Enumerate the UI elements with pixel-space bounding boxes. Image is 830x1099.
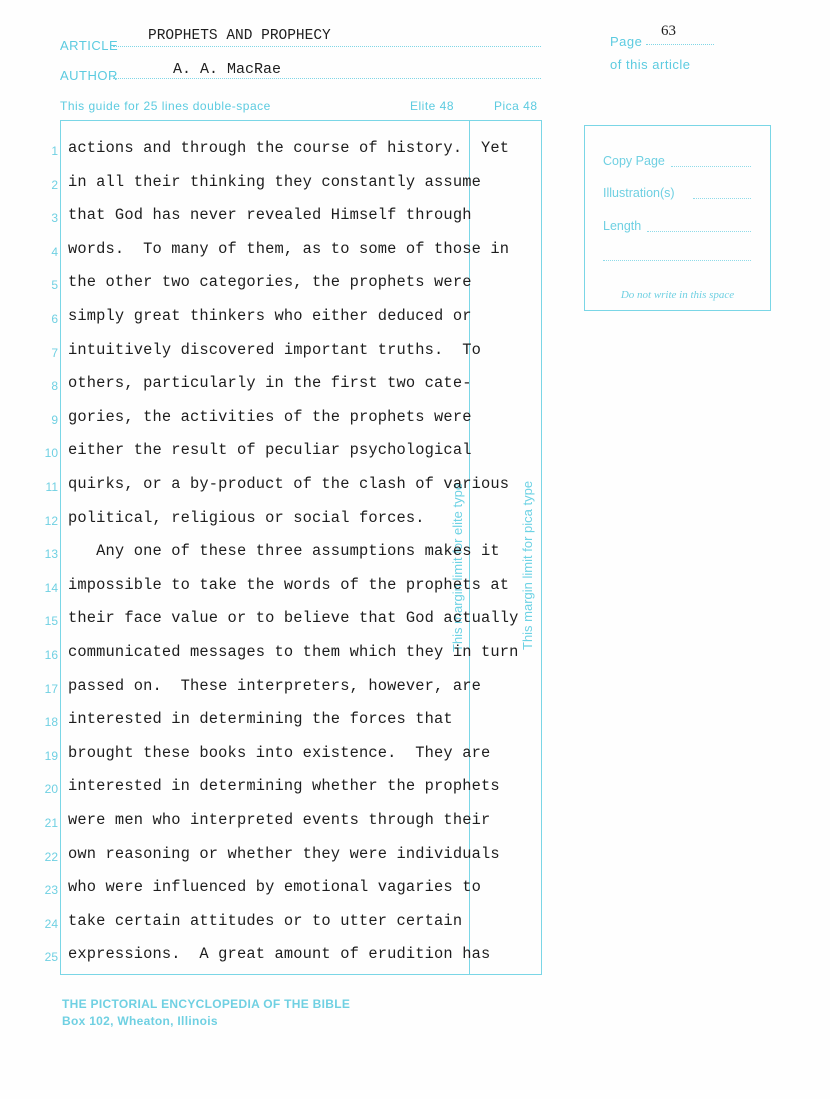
line-text: words. To many of them, as to some of those in <box>68 239 510 258</box>
line-text: that God has never revealed Himself through <box>68 206 472 225</box>
line-number: 8 <box>51 379 58 394</box>
line-number: 21 <box>44 816 58 830</box>
line-text: passed on. These interpreters, however, are <box>68 676 481 695</box>
line-number: 15 <box>44 614 58 629</box>
line-number: 17 <box>44 681 58 696</box>
line-text: brought these books into existence. They are <box>68 743 491 762</box>
elite-label: Elite 48 <box>410 99 455 113</box>
line-number: 1 <box>51 144 58 158</box>
line-text: interested in determining the forces that <box>68 710 453 729</box>
line-number: 14 <box>44 580 58 595</box>
copy-page-label: Copy Page <box>603 154 665 168</box>
illustrations-label: Illustration(s) <box>603 186 675 200</box>
line-number: 18 <box>44 715 58 730</box>
copy-page-line <box>671 166 751 167</box>
line-number: 7 <box>51 345 58 360</box>
line-text: interested in determining whether the prophets <box>68 777 500 796</box>
article-title: PROPHETS AND PROPHECY <box>148 28 331 44</box>
article-field-line <box>113 46 541 47</box>
line-number: 6 <box>51 312 58 326</box>
line-number: 22 <box>44 849 58 864</box>
line-text: either the result of peculiar psychological <box>68 441 472 460</box>
article-label: ARTICLE <box>60 38 119 53</box>
line-number: 11 <box>45 480 58 494</box>
line-number: 16 <box>44 648 58 662</box>
length-line <box>647 231 751 232</box>
line-text: own reasoning or whether they were individuals <box>68 844 500 863</box>
line-text: actions and through the course of history. Yet <box>68 139 510 157</box>
line-text: quirks, or a by-product of the clash of various <box>68 475 510 493</box>
page-number: 63 <box>661 23 676 39</box>
blank-line <box>603 260 751 261</box>
pica-margin-label: This margin limit for pica type <box>520 480 535 650</box>
line-number: 19 <box>44 748 58 763</box>
line-number: 13 <box>44 547 58 562</box>
line-text: others, particularly in the first two cate- <box>68 374 472 393</box>
line-number: 9 <box>51 412 58 427</box>
length-label: Length <box>603 219 642 233</box>
author-name: A. A. MacRae <box>173 61 282 78</box>
publisher-name: THE PICTORIAL ENCYCLOPEDIA OF THE BIBLE <box>62 997 351 1011</box>
line-text: expressions. A great amount of erudition has <box>68 945 491 964</box>
line-text: communicated messages to them which they in turn <box>68 643 519 661</box>
line-number: 2 <box>51 177 58 192</box>
elite-margin-label: This margin limit for elite type <box>450 482 465 652</box>
pica-label: Pica 48 <box>494 99 538 113</box>
line-number: 24 <box>44 916 58 931</box>
line-number: 12 <box>44 513 58 528</box>
office-use-box <box>584 125 771 311</box>
of-article-label: of this article <box>610 57 691 72</box>
line-text: take certain attitudes or to utter certain <box>68 911 463 930</box>
line-text: their face value or to believe that God actually <box>68 609 519 628</box>
line-text: Any one of these three assumptions makes it <box>68 542 500 561</box>
line-text: impossible to take the words of the prophets at <box>68 575 510 594</box>
line-number: 25 <box>44 950 58 965</box>
publisher-address: Box 102, Wheaton, Illinois <box>62 1014 218 1028</box>
author-label: AUTHOR <box>60 68 118 83</box>
line-number: 5 <box>51 278 58 293</box>
line-text: who were influenced by emotional vagaries to <box>68 878 481 897</box>
illustrations-line <box>693 198 751 199</box>
page-field-line <box>646 44 714 45</box>
do-not-write-note: Do not write in this space <box>620 289 735 301</box>
line-text: were men who interpreted events through their <box>68 811 491 829</box>
line-number: 4 <box>51 244 58 259</box>
line-text: simply great thinkers who either deduced or <box>68 307 472 325</box>
line-text: the other two categories, the prophets were <box>68 273 472 292</box>
line-number: 10 <box>44 446 58 461</box>
line-text: intuitively discovered important truths. To <box>68 340 481 359</box>
page-label: Page <box>610 34 643 49</box>
line-text: in all their thinking they constantly assume <box>68 172 481 191</box>
line-text: gories, the activities of the prophets were <box>68 407 472 426</box>
guide-text: This guide for 25 lines double-space <box>60 99 271 113</box>
author-field-line <box>113 78 541 79</box>
line-number: 23 <box>44 883 58 898</box>
line-text: political, religious or social forces. <box>68 508 425 527</box>
line-number: 20 <box>44 782 58 797</box>
line-number: 3 <box>51 211 58 226</box>
